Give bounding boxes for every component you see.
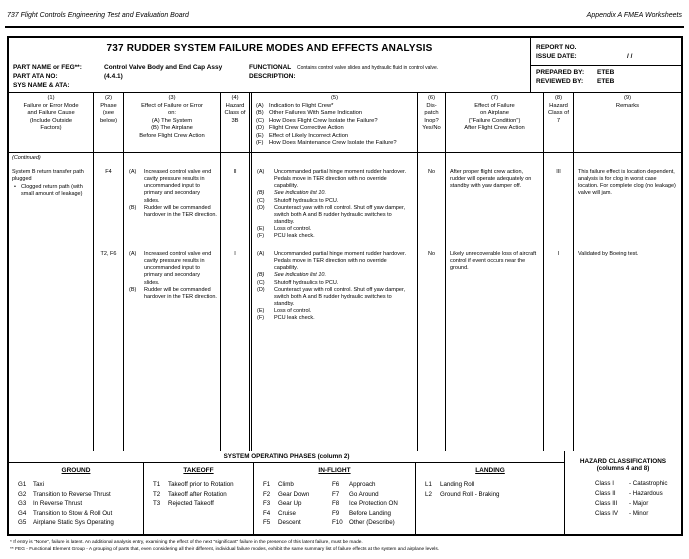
entry-2-hazard-3b: I [234,251,236,257]
column-header-5-items: (A) Indication to Flight Crew* (B) Other Failures With Same Indication (C) How Does Flight Crew Isolate the Failure? (D) Flight Crew Corrective Action (E) Effect of Likely Incorrect Action (F) How Does Maintenance Crew Isolate the Failure? [256,102,397,147]
entry-1-failure-mode: System B return transfer path plugged • Clogged return path (with small amount of leakage) [12,169,84,198]
title-block-left [9,38,530,92]
entry-1-effect: (A) Increased control valve end cavity pressure results in uncommanded input to primary and secondary slides. (B) Rudder will be commanded hardover in the TER direction. [129,169,217,218]
fmea-table [7,36,683,536]
worksheet-title: 737 RUDDER SYSTEM FAILURE MODES AND EFFECTS ANALYSIS [106,43,433,54]
phases-inflight [254,463,416,534]
phases-ground [9,463,144,534]
operating-phases-box [9,451,565,534]
column-header-1-failure-mode: (1) Failure or Error Mode and Failure Cause (Include Outside Factors) [9,93,94,152]
column-header-row [9,93,681,153]
header-rule [5,26,684,28]
entry-2-effect: (A) Increased control valve end cavity pressure results in uncommanded input to primary and secondary slides. (B) Rudder will be commanded hardover in the TER direction. [129,251,217,300]
column-header-2-phase: (2) Phase (see below) [94,93,124,152]
entry-1-remarks: This failure effect is location dependent, analysis is for clog in worst case location. For complete clog (no leakage) valve will jam. [578,169,676,197]
hazard-classifications-box [565,451,681,534]
entry-1-effect-after: After proper flight crew action, rudder will operate adequately on standby with yaw damper off. [450,169,532,190]
hazard-class-list: Class I - Catastrophic Class II - Hazardous Class III - Major Class IV - Minor [595,480,668,517]
issue-date-value: / / [627,53,633,60]
entry-2-effect-after: Likely unrecoverable loss of aircraft control if event occurs near the ground. [450,251,537,272]
phases-landing [416,463,564,534]
col-effect-after [446,153,544,451]
col-dispatch [418,153,446,451]
column-header-3-effect: (3) Effect of Failure or Error on: (A) The System (B) The Airplane Before Flight Crew Action [124,93,221,152]
footnote-latent: * If entry is "None", failure is latent. An additional analysis entry, examining the effect of the next "significant" failure in the presence of this latent failure, must be made. [10,540,363,545]
issue-date-label: ISSUE DATE: [536,53,577,60]
running-header-left: 737 Flight Controls Engineering Test and Evaluation Board [7,12,189,19]
col-remarks [574,153,681,451]
column-header-5-indication [252,93,418,152]
functional-label-2: DESCRIPTION: [249,73,296,80]
operating-phases-columns [9,463,564,534]
phases-landing-list: L1 Landing Roll L2 Ground Roll - Braking [425,481,500,498]
footnotes [10,540,685,554]
prepared-by-label: PREPARED BY: [536,69,585,76]
table-body [9,153,681,451]
reviewed-by-label: REVIEWED BY: [536,78,584,85]
functional-description: Contains control valve slides and hydraulic fluid in control valve. [297,65,439,71]
prepared-by-value: ETEB [597,69,615,76]
title-block [9,38,681,93]
phases-inflight-col2: F6 Approach F7 Go Around F8 Ice Protection ON F9 Before Landing F10 Other (Describe) [332,481,398,527]
entry-1-hazard-7: III [556,169,561,175]
operating-phases-title: SYSTEM OPERATING PHASES (column 2) [9,451,564,463]
entry-2-dispatch: No [427,251,436,257]
part-ata-label: PART ATA NO: [13,73,58,80]
part-ata-value: (4.4.1) [104,73,123,80]
sys-name-label: SYS NAME & ATA: [13,82,70,89]
phases-landing-title: LANDING [475,467,505,474]
running-header [7,12,682,19]
report-no-label: REPORT NO. [536,44,577,51]
entry-2-indication: (A) Uncommanded partial hinge moment rudder hardover. Pedals move in TER direction with no override capability. (B) See indication list 10. (C) Shutoff hydraulics to PCU. (D) Counteract yaw with roll control. Shut off yaw damper, switch both A and B rudder hydraulic switches to standby. (E) Loss of control. (F) PCU leak check. [257,251,407,322]
phases-inflight-title: IN-FLIGHT [318,467,351,474]
col-hazard-3b [221,153,252,451]
column-header-7-effect-after: (7) Effect of Failure on Airplane ("Failure Condition") After Flight Crew Action [446,93,544,152]
entry-1-dispatch: No [427,169,436,175]
running-header-right: Appendix A FMEA Worksheets [586,12,682,19]
entry-2-remarks: Validated by Boeing test. [578,251,639,257]
hazard-subtitle: (columns 4 and 8) [596,465,650,472]
continued-note: (Continued) [12,155,41,161]
column-header-9-remarks: (9) Remarks [615,95,640,109]
part-name-value: Control Valve Body and End Cap Assy [104,64,223,71]
reviewed-by-value: ETEB [597,78,615,85]
phases-takeoff-list: T1 Takeoff prior to Rotation T2 Takeoff after Rotation T3 Rejected Takeoff [153,481,234,508]
entry-1-phase: F4 [105,169,112,175]
column-header-4-hazard-class: (4) Hazard Class of 3B [221,93,252,152]
hazard-title: HAZARD CLASSIFICATIONS [579,458,667,465]
entry-2-phase: T2, F6 [100,251,117,257]
phases-takeoff [144,463,254,534]
report-box-divider [531,65,681,66]
footnote-feg: ** FEG - Functional Element Group - A grouping of parts that, even considering all their different, individual failure modes, exhibit the same summary list of failure effects at the system and airplane levels. [10,546,440,552]
col-effect [124,153,221,451]
col-indication [252,153,418,451]
phases-inflight-columns [254,480,415,528]
functional-label-1: FUNCTIONAL [249,64,292,71]
col-failure-mode [9,153,94,451]
column-header-6-dispatch: (6) Dis- patch Inop? Yes/No [418,93,446,152]
entry-2-hazard-7: I [557,251,560,257]
column-header-8-hazard-class: (8) Hazard Class of 7 [544,93,574,152]
phases-takeoff-title: TAKEOFF [183,467,214,474]
legend-row [9,451,681,534]
phases-ground-title: GROUND [61,467,91,474]
col-hazard-7 [544,153,574,451]
phases-ground-list: G1 Taxi G2 Transition to Reverse Thrust G3 In Reverse Thrust G4 Transition to Stow & Roll Out G5 Airplane Static Sys Operating [18,481,114,527]
entry-1-indication: (A) Uncommanded partial hinge moment rudder hardover. Pedals move in TER direction with no override capability. (B) See indication list 10. (C) Shutoff hydraulics to PCU. (D) Counteract yaw with roll control. Shut off yaw damper, switch both A and B rudder hydraulic switches to standby. (E) Loss of control. (F) PCU leak check. [257,169,407,240]
col-phase [94,153,124,451]
phases-inflight-col1: F1 Climb F2 Gear Down F3 Gear Up F4 Cruise F5 Descent [263,481,310,527]
entry-1-hazard-3b: II [233,169,237,175]
report-box [530,38,681,92]
part-name-label: PART NAME or FEG**: [13,64,82,71]
column-header-5-number: (5) [330,95,339,101]
